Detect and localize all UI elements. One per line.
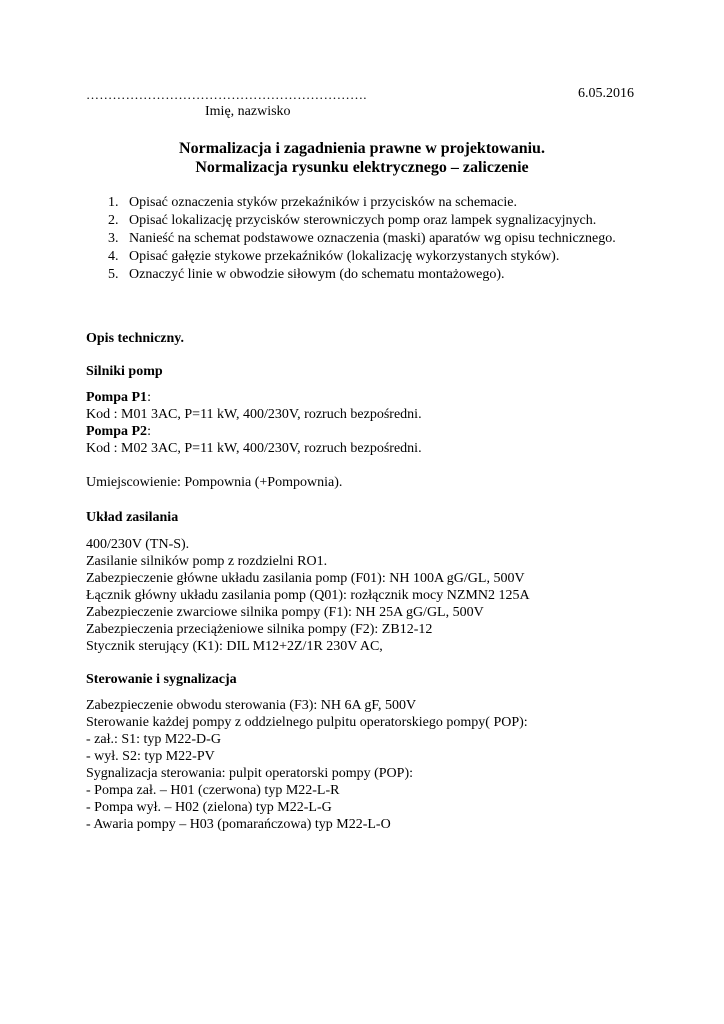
sterowanie-line: Sterowanie każdej pompy z oddzielnego pulpitu operatorskiego pompy( POP): bbox=[86, 715, 528, 730]
sterowanie-line: Sygnalizacja sterowania: pulpit operatorski pompy (POP): bbox=[86, 766, 413, 781]
task-text: Oznaczyć linie w obwodzie siłowym (do schematu montażowego). bbox=[129, 267, 505, 282]
sterowanie-heading: Sterowanie i sygnalizacja bbox=[86, 672, 237, 687]
task-item bbox=[108, 230, 616, 248]
task-text: Opisać lokalizację przycisków sterowniczych pomp oraz lampek sygnalizacyjnych. bbox=[129, 213, 597, 228]
sterowanie-line: - Pompa zał. – H01 (czerwona) typ M22-L-R bbox=[86, 783, 340, 798]
task-item bbox=[108, 248, 616, 266]
task-item bbox=[108, 266, 616, 284]
pompa-p1-heading bbox=[86, 389, 422, 406]
task-number: 5. bbox=[108, 267, 119, 282]
sterowanie-line: Zabezpieczenie obwodu sterowania (F3): NH 6A gF, 500V bbox=[86, 698, 417, 713]
sterowanie-line: - Awaria pompy – H03 (pomarańczowa) typ M22-L-O bbox=[86, 817, 391, 832]
zasilanie-line: Zabezpieczenie zwarciowe silnika pompy (F1): NH 25A gG/GL, 500V bbox=[86, 605, 484, 620]
pompa-p2-colon: : bbox=[147, 424, 151, 439]
sterowanie-section bbox=[86, 697, 528, 833]
zasilanie-line: Zabezpieczenie główne układu zasilania pomp (F01): NH 100A gG/GL, 500V bbox=[86, 571, 525, 586]
sterowanie-line: - Pompa wył. – H02 (zielona) typ M22-L-G bbox=[86, 800, 332, 815]
document-title-line-2: Normalizacja rysunku elektrycznego – zaliczenie bbox=[195, 159, 529, 176]
task-item bbox=[108, 194, 616, 212]
task-text: Nanieść na schemat podstawowe oznaczenia (maski) aparatów wg opisu technicznego. bbox=[129, 231, 616, 246]
zasilanie-heading: Układ zasilania bbox=[86, 510, 179, 525]
pompa-p2-heading bbox=[86, 423, 422, 440]
zasilanie-section bbox=[86, 536, 530, 655]
task-text: Opisać oznaczenia styków przekaźników i przycisków na schemacie. bbox=[129, 195, 517, 210]
zasilanie-line: Zasilanie silników pomp z rozdzielni RO1. bbox=[86, 554, 328, 569]
pompa-p2-spec: Kod : M02 3AC, P=11 kW, 400/230V, rozruch bezpośredni. bbox=[86, 441, 422, 456]
task-number: 2. bbox=[108, 213, 119, 228]
pompy-section bbox=[86, 389, 422, 457]
task-text: Opisać gałęzie stykowe przekaźników (lokalizację wykorzystanych styków). bbox=[129, 249, 560, 264]
name-field-label: Imię, nazwisko bbox=[205, 104, 291, 119]
zasilanie-line: Łącznik główny układu zasilania pomp (Q01): rozłącznik mocy NZMN2 125A bbox=[86, 588, 530, 603]
sterowanie-line: - zał.: S1: typ M22-D-G bbox=[86, 732, 221, 747]
zasilanie-line: 400/230V (TN-S). bbox=[86, 537, 190, 552]
zasilanie-line: Stycznik sterujący (K1): DIL M12+2Z/1R 230V AC, bbox=[86, 639, 383, 654]
task-number: 4. bbox=[108, 249, 119, 264]
document-title-line-1: Normalizacja i zagadnienia prawne w projektowaniu. bbox=[179, 140, 545, 157]
task-number: 3. bbox=[108, 231, 119, 246]
task-list bbox=[108, 194, 616, 284]
task-item bbox=[108, 212, 616, 230]
task-number: 1. bbox=[108, 195, 119, 210]
pompa-p2-label: Pompa P2 bbox=[86, 424, 148, 439]
umiejscowienie-line: Umiejscowienie: Pompownia (+Pompownia). bbox=[86, 475, 343, 490]
silniki-heading: Silniki pomp bbox=[86, 364, 163, 379]
document-date: 6.05.2016 bbox=[578, 86, 634, 101]
name-dotted-line: ………………………………………………………. bbox=[86, 87, 367, 102]
opis-heading: Opis techniczny. bbox=[86, 331, 185, 346]
pompa-p1-colon: : bbox=[147, 390, 151, 405]
sterowanie-line: - wył. S2: typ M22-PV bbox=[86, 749, 215, 764]
pompa-p1-spec: Kod : M01 3AC, P=11 kW, 400/230V, rozruch bezpośredni. bbox=[86, 407, 422, 422]
zasilanie-line: Zabezpieczenia przeciążeniowe silnika pompy (F2): ZB12-12 bbox=[86, 622, 433, 637]
pompa-p1-label: Pompa P1 bbox=[86, 390, 148, 405]
